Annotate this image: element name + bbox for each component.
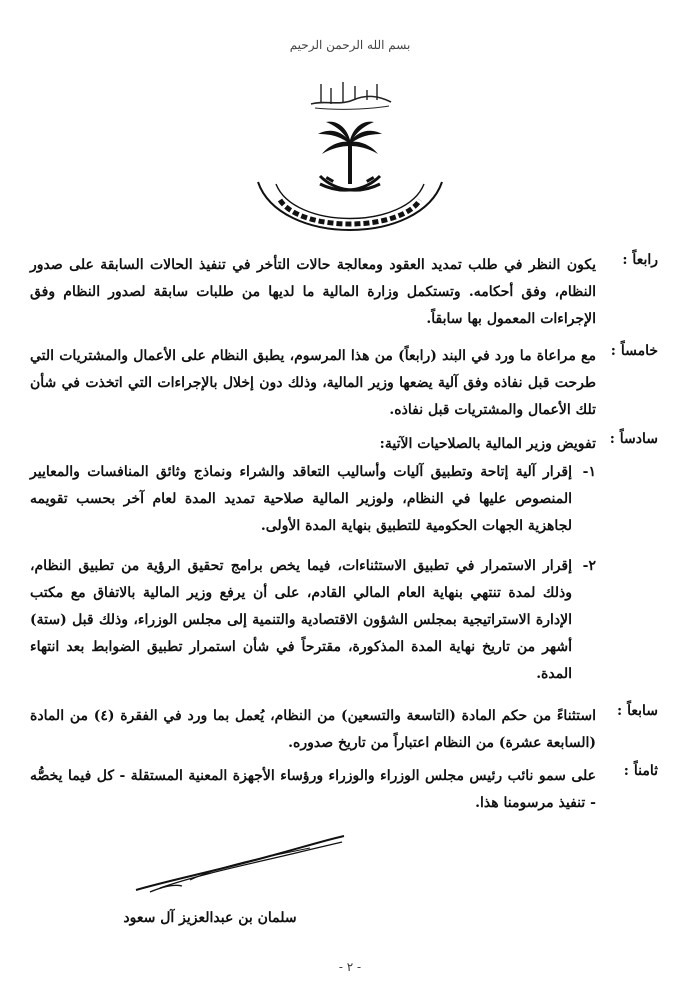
list-item [30, 553, 596, 693]
page-number: - ٢ - [338, 960, 362, 974]
section-fourth [30, 252, 658, 334]
section-label: سابعاً : [617, 703, 658, 719]
section-text: استثناءً من حكم المادة (التاسعة والتسعين) من النظام، يُعمل بما ورد في الفقرة (٤) من المادة (السابعة عشرة) من النظام اعتباراً من تاريخ صدوره. [30, 708, 596, 751]
section-seventh [30, 703, 658, 759]
section-label: ثامناً : [623, 763, 658, 779]
motto-calligraphy-icon [305, 78, 395, 112]
section-text: على سمو نائب رئيس مجلس الوزراء والوزراء ورؤساء الأجهزة المعنية المستقلة - كل فيما يخصُّه - تنفيذ مرسومنا هذا. [30, 768, 596, 811]
list-item-number: ٢- [582, 558, 596, 574]
section-sixth [30, 431, 658, 701]
section-text: يكون النظر في طلب تمديد العقود ومعالجة حالات التأخر في تنفيذ الحالات السابقة على صدور النظام، وفق أحكامه. وتستكمل وزارة المالية ما لديها من طلبات سابقة لصدور النظام وفق الإجراءات المعمول بها سابقاً. [30, 257, 596, 327]
list-item [30, 459, 596, 543]
section-text: تفويض وزير المالية بالصلاحيات الآتية: [379, 436, 596, 452]
section-fifth [30, 343, 658, 425]
list-item-number: ١- [582, 464, 596, 480]
bismillah-text: بسم الله الرحمن الرحيم [289, 38, 411, 52]
royal-signature-icon [130, 830, 350, 900]
section-label: رابعاً : [622, 252, 658, 268]
kingdom-name-arc-icon [250, 160, 450, 250]
signatory-name: سلمان بن عبدالعزيز آل سعود [123, 910, 297, 926]
section-label: سادساً : [609, 431, 658, 447]
section-text: مع مراعاة ما ورد في البند (رابعاً) من هذا المرسوم، يطبق النظام على الأعمال والمشتريات التي طرحت قبل نفاذه وفق آلية يضعها وزير المالية، وذلك دون إخلال بالإجراءات التي اتخذت في شأن تلك الأعمال والمشتريات قبل نفاذه. [30, 348, 596, 418]
section-label: خامساً : [610, 343, 658, 359]
list-item-text: إقرار الاستمرار في تطبيق الاستثناءات، فيما يخص برامج تحقيق الرؤية من تطبيق النظام، وذلك لمدة تنتهي بنهاية العام المالي القادم، على أن يرفع وزير المالية بالاتفاق مع مكتب الإدارة الاستراتيجية بمجلس الشؤون الاقتصادية والتنمية إلى مجلس الوزراء، وذلك قبل (ستة) أشهر من تاريخ نهاية المدة المذكورة، مقترحاً في شأن استمرار تطبيق الضوابط بعد انتهاء المدة. [30, 558, 572, 682]
list-item-text: إقرار آلية إتاحة وتطبيق آليات وأساليب التعاقد والشراء ونماذج وثائق المنافسات والمعايير المنصوص عليها في النظام، ولوزير المالية صلاحية تمديد المدة لعام آخر بحسب تقويمه لجاهزية الجهات الحكومية للتطبيق بنهاية المدة الأولى. [30, 464, 572, 534]
section-eighth [30, 763, 658, 819]
